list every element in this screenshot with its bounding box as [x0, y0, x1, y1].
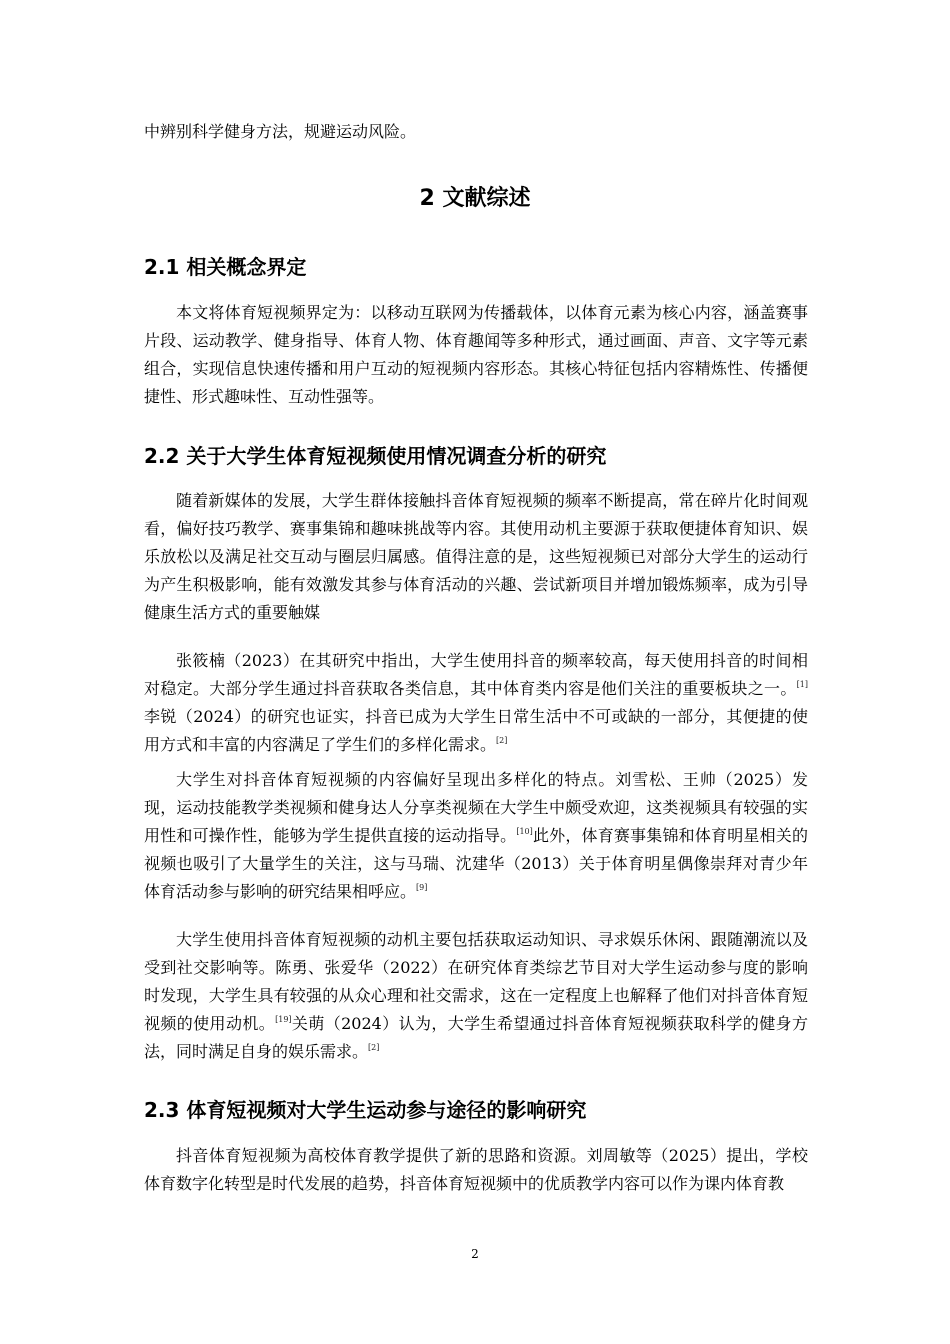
citation-marker: [2] — [368, 1043, 380, 1052]
citation-marker: [9] — [416, 883, 428, 892]
section-2-3-heading: 2.3 体育短视频对大学生运动参与途径的影响研究 — [144, 1098, 587, 1122]
section-2-1-paragraph: 本文将体育短视频界定为：以移动互联网为传播载体，以体育元素为核心内容，涵盖赛事片段、运动教学、健身指导、体育人物、体育趣闻等多种形式，通过画面、声音、文字等元素组合，实现信息快速传播和用户互动的短视频内容形态。其核心特征包括内容精炼性、传播便捷性、形式趣味性、互动性强等。 — [144, 303, 808, 406]
paragraph-text: 大学生使用抖音体育短视频的动机主要包括获取运动知识、寻求娱乐休闲、跟随潮流以及受到社交影响等。陈勇、张爱华（2022）在研究体育类综艺节目对大学生运动参与度的影响时发现，大学生具有较强的从众心理和社交需求，这在一定程度上也解释了他们对抖音体育短视频的使用动机。 — [144, 930, 808, 1033]
paragraph-text: 此外，体育赛事集锦和体育明星相关的视频也吸引了大量学生的关注，这与马瑞、沈建华（2013）关于体育明星偶像崇拜对青少年体育活动参与影响的研究结果相呼应。 — [144, 826, 808, 901]
section-2-2-paragraph-3 — [144, 766, 808, 906]
section-2-2-paragraph-2 — [144, 647, 808, 759]
citation-marker: [10] — [516, 827, 533, 836]
paragraph-text: 大学生对抖音体育短视频的内容偏好呈现出多样化的特点。刘雪松、王帅（2025）发现，运动技能教学类视频和健身达人分享类视频在大学生中颇受欢迎，这类视频具有较强的实用性和可操作性，能够为学生提供直接的运动指导。 — [144, 770, 808, 845]
page-number: 2 — [471, 1247, 479, 1261]
section-2-2-heading: 2.2 关于大学生体育短视频使用情况调查分析的研究 — [144, 444, 607, 468]
paragraph-text: 张筱楠（2023）在其研究中指出，大学生使用抖音的频率较高，每天使用抖音的时间相对稳定。大部分学生通过抖音获取各类信息，其中体育类内容是他们关注的重要板块之一。 — [144, 651, 808, 698]
chapter-title: 2 文献综述 — [419, 186, 531, 211]
section-2-1-heading: 2.1 相关概念界定 — [144, 255, 307, 279]
section-2-3-paragraph: 抖音体育短视频为高校体育教学提供了新的思路和资源。刘周敏等（2025）提出，学校体育数字化转型是时代发展的趋势，抖音体育短视频中的优质教学内容可以作为课内体育教 — [144, 1146, 808, 1193]
citation-marker: [1] — [796, 680, 808, 689]
citation-marker: [2] — [496, 736, 508, 745]
section-2-2-paragraph-1: 随着新媒体的发展，大学生群体接触抖音体育短视频的频率不断提高，常在碎片化时间观看，偏好技巧教学、赛事集锦和趣味挑战等内容。其使用动机主要源于获取便捷体育知识、娱乐放松以及满足社交互动与圈层归属感。值得注意的是，这些短视频已对部分大学生的运动行为产生积极影响，能有效激发其参与体育活动的兴趣、尝试新项目并增加锻炼频率，成为引导健康生活方式的重要触媒 — [144, 491, 808, 622]
paragraph-text: 李锐（2024）的研究也证实，抖音已成为大学生日常生活中不可或缺的一部分，其便捷的使用方式和丰富的内容满足了学生们的多样化需求。 — [144, 707, 808, 754]
paragraph-text: 关萌（2024）认为，大学生希望通过抖音体育短视频获取科学的健身方法，同时满足自身的娱乐需求。 — [144, 1014, 808, 1061]
citation-marker: [19] — [275, 1015, 292, 1024]
section-2-2-paragraph-4 — [144, 926, 808, 1066]
intro-paragraph-tail: 中辨别科学健身方法，规避运动风险。 — [144, 122, 417, 141]
